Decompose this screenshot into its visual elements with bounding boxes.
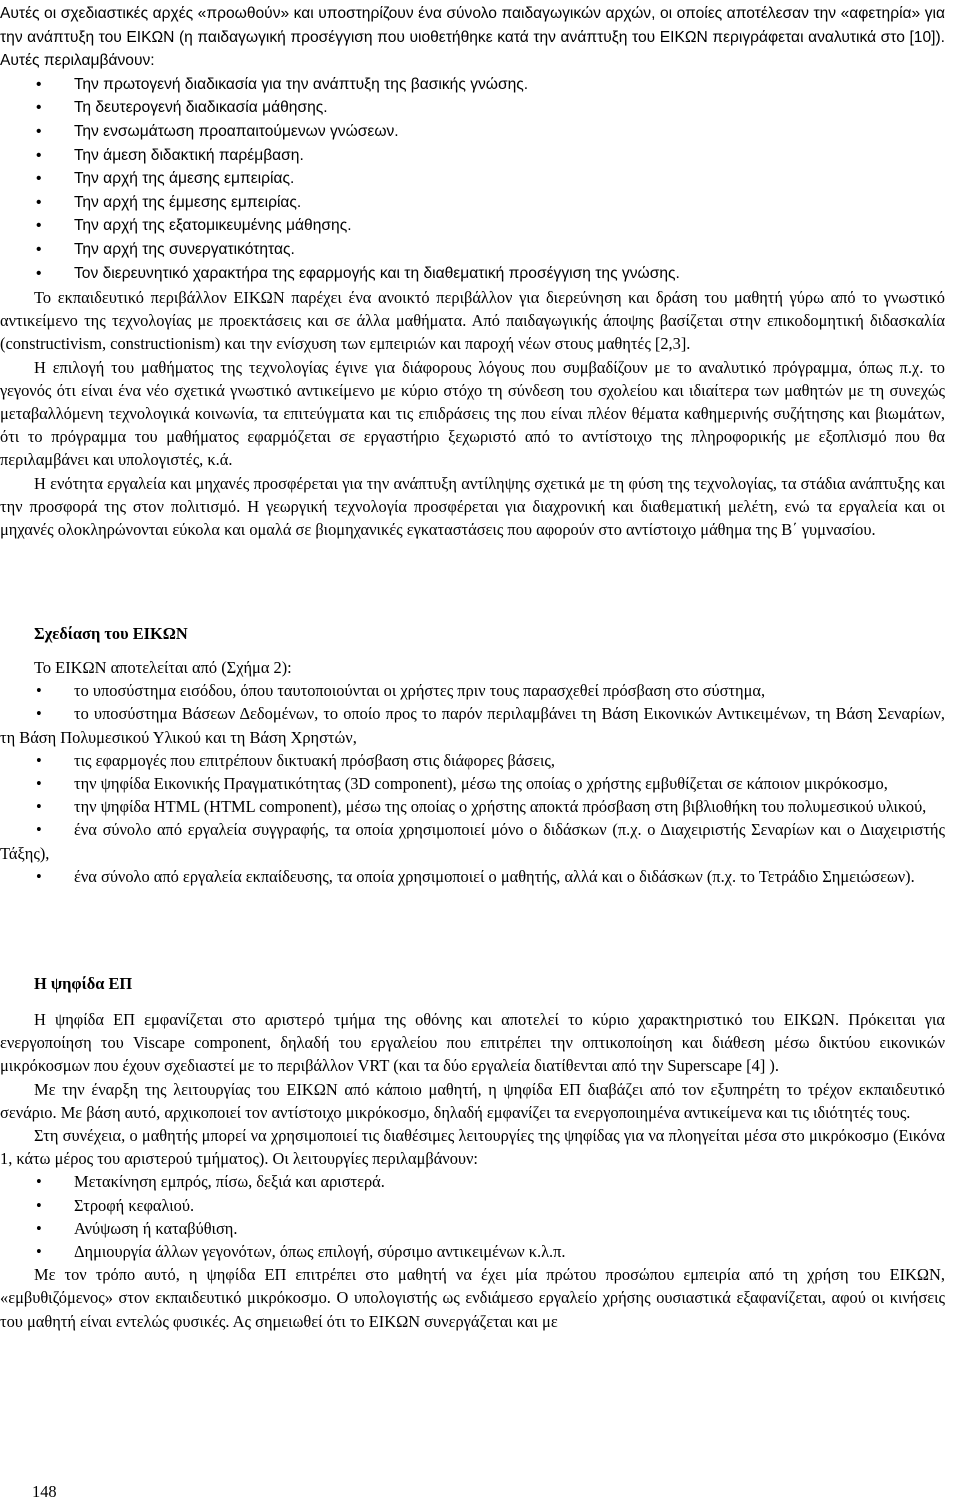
section-heading-design: Σχεδίαση του ΕΙΚΩΝ — [34, 624, 188, 643]
list-item: • ένα σύνολο από εργαλεία εκπαίδευσης, τα οποία χρησιμοποιεί ο μαθητής, αλλά και ο διδάσκων (π.χ. το Τετράδιο Σημειώσεων). — [0, 865, 945, 888]
bullet-icon: • — [36, 1242, 42, 1262]
intro-paragraph: Αυτές οι σχεδιαστικές αρχές «προωθούν» και υποστηρίζουν ένα σύνολο παιδαγωγικών αρχών, οι οποίες αποτέλεσαν την «αφετηρία» για την ανάπτυξη του ΕΙΚΩΝ (η παιδαγωγική προσέγγιση που υιοθετήθηκε κατά την ανάπτυξη του ΕΙΚΩΝ περιγράφεται αναλυτικά στο [10]). Αυτές περιλαμβάνουν: — [0, 5, 945, 70]
list-item: • Την ενσωμάτωση προαπαιτούμενων γνώσεων. — [0, 120, 945, 144]
section-heading-vr-component: Η ψηφίδα ΕΠ — [34, 974, 133, 993]
paragraph-technology-choice: Η επιλογή του μαθήματος της τεχνολογίας έγινε για διάφορους λόγους που συμβαδίζουν με το αναλυτικό πρόγραμμα, όπως π.χ. το γεγονός ότι είναι ένα νέο σχετικά γνωστικό αντικείμενο με κύριο στόχο τη σύνδεση του σχολείου και ιδιαίτερα των μαθητών με τη συνεχώς μεταβαλλόμενη τεχνολογικά κοινωνία, τα επιτεύγματα και τις επιδράσεις της που είναι πλέον θέματα καθημερινής συζήτησης και βιωμάτων, ότι το πρόγραμμα του μαθήματος εφαρμόζεται σε εργαστήριο ξεχωριστό από το αντίστοιχο της πληροφορικής με εξοπλισμό που θα περιλαμβάνει και υπολογιστές, κ.ά. — [0, 357, 945, 470]
list-item: • Την αρχή της έμμεσης εμπειρίας. — [0, 191, 945, 215]
paragraph-tools-unit: Η ενότητα εργαλεία και μηχανές προσφέρεται για την ανάπτυξη αντίληψης σχετικά με τη φύση της τεχνολογίας, τα στάδια ανάπτυξης και την προσφορά της στον πολιτισμό. Η γεωργική τεχνολογία προσφέρεται για διαχρονική και διαθεματική μελέτη, ενώ τα εργαλεία και οι μηχανές ολοκληρώνονται εύκολα και ομαλά σε βιομηχανικές εγκαταστάσεις που αφορούν στο αντίστοιχο μάθημα της Β΄ γυμνασίου. — [0, 473, 945, 540]
functions-list — [0, 1170, 945, 1263]
bullet-icon: • — [36, 797, 42, 817]
list-item: • τις εφαρμογές που επιτρέπουν δικτυακή πρόσβαση στις διάφορες βάσεις, — [0, 749, 945, 772]
bullet-icon: • — [36, 264, 42, 282]
bullet-icon: • — [36, 681, 42, 701]
bullet-icon: • — [36, 193, 42, 211]
bullet-icon: • — [36, 866, 42, 886]
bullet-icon: • — [36, 217, 42, 235]
list-item: • Τη δευτερογενή διαδικασία μάθησης. — [0, 96, 945, 120]
body-section-1 — [0, 286, 945, 541]
bullet-icon: • — [36, 1195, 42, 1215]
vr-section — [0, 1008, 945, 1333]
bullet-icon: • — [36, 820, 42, 840]
list-item: • την ψηφίδα HTML (HTML component), μέσω της οποίας ο χρήστης αποκτά πρόσβαση στη βιβλιοθήκη του πολυμεσικού υλικού, — [0, 795, 945, 818]
list-item: • Στροφή κεφαλιού. — [0, 1194, 945, 1217]
intro-section — [0, 2, 945, 285]
paragraph-vr-experience: Με τον τρόπο αυτό, η ψηφίδα ΕΠ επιτρέπει στο μαθητή να έχει μία πρώτου προσώπου εμπειρία από τη χρήση του ΕΙΚΩΝ, «εμβυθιζόμενος» στον εκπαιδευτικό μικρόκοσμο. Ο υπολογιστής ως ενδιάμεσο εργαλείο χρήσης ουσιαστικά εξαφανίζεται, αφού οι κινήσεις του μαθητή είναι εντελώς φυσικές. Ας σημειωθεί ότι το ΕΙΚΩΝ συνεργάζεται και με — [0, 1265, 945, 1331]
bullet-icon: • — [36, 170, 42, 188]
principles-list — [0, 73, 945, 285]
list-item: • Την αρχή της συνεργατικότητας. — [0, 238, 945, 262]
bullet-icon: • — [36, 146, 42, 164]
list-item: • Δημιουργία άλλων γεγονότων, όπως επιλογή, σύρσιμο αντικειμένων κ.λ.π. — [0, 1240, 945, 1263]
list-item: • Τον διερευνητικό χαρακτήρα της εφαρμογής και τη διαθεματική προσέγγιση της γνώσης. — [0, 262, 945, 286]
paragraph-vr-navigation: Στη συνέχεια, ο μαθητής μπορεί να χρησιμοποιεί τις διαθέσιμες λειτουργίες της ψηφίδας για να πλοηγείται μέσα στο μικρόκοσμο (Εικόνα 1, κάτω μέρος του αριστερού τμήματος). Οι λειτουργίες περιλαμβάνουν: — [0, 1126, 945, 1169]
components-list — [0, 679, 945, 888]
bullet-icon: • — [36, 774, 42, 794]
bullet-icon: • — [36, 75, 42, 93]
bullet-icon: • — [36, 99, 42, 117]
list-item: • Την άμεση διδακτική παρέμβαση. — [0, 144, 945, 168]
list-item: • Την αρχή της άμεσης εμπειρίας. — [0, 167, 945, 191]
bullet-icon: • — [36, 704, 42, 724]
paragraph-vr-intro: Η ψηφίδα ΕΠ εμφανίζεται στο αριστερό τμήμα της οθόνης και αποτελεί το κύριο χαρακτηριστικό του ΕΙΚΩΝ. Πρόκειται για ενεργοποίηση του Viscape component, δηλαδή του εργαλείου που επιτρέπει την οπτικοποίηση και διάθεση μέσω δικτύου εικονικών μικρόκοσμων που έχουν σχεδιαστεί με το περιβάλλον VRT (και τα δύο εργαλεία διατίθενται από την Superscape [4] ). — [0, 1010, 945, 1076]
paragraph-environment: Το εκπαιδευτικό περιβάλλον ΕΙΚΩΝ παρέχει ένα ανοικτό περιβάλλον για διερεύνηση και δράση του μαθητή γύρω από το γνωστικό αντικείμενο της τεχνολογίας με προεκτάσεις και σε άλλα μαθήματα. Από παιδαγωγικής άποψης βασίζεται στην επικοδομητική διδασκαλία (constructivism, constructionism) και την ενίσχυση των εμπειριών και παροχή νέων στους μαθητές [2,3]. — [0, 288, 945, 354]
bullet-icon: • — [36, 1172, 42, 1192]
list-item: • το υποσύστημα Βάσεων Δεδομένων, το οποίο προς το παρόν περιλαμβάνει τη Βάση Εικονικών Αντικειμένων, τη Βάση Σεναρίων, τη Βάση Πολυμεσικού Υλικού και τη Βάση Χρηστών, — [0, 704, 945, 747]
list-item: • το υποσύστημα εισόδου, όπου ταυτοποιούνται οι χρήστες πριν τους παρασχεθεί πρόσβαση στο σύστημα, — [0, 679, 945, 702]
list-item: • ένα σύνολο από εργαλεία συγγραφής, τα οποία χρησιμοποιεί μόνο ο διδάσκων (π.χ. ο Διαχειριστής Σεναρίων και ο Διαχειριστής Τάξης), — [0, 820, 945, 863]
bullet-icon: • — [36, 122, 42, 140]
list-item: • την ψηφίδα Εικονικής Πραγματικότητας (3D component), μέσω της οποίας ο χρήστης εμβυθίζεται σε κάποιον μικρόκοσμο, — [0, 772, 945, 795]
list-item: • Ανύψωση ή καταβύθιση. — [0, 1217, 945, 1240]
bullet-icon: • — [36, 750, 42, 770]
paragraph-vr-start: Με την έναρξη της λειτουργίας του ΕΙΚΩΝ από κάποιο μαθητή, η ψηφίδα ΕΠ διαβάζει από τον εξυπηρέτη το τρέχον εκπαιδευτικό σενάριο. Με βάση αυτό, αρχικοποιεί τον αντίστοιχο μικρόκοσμο, δηλαδή εμφανίζει τα ενεργοποιημένα αντικείμενα και τις ιδιότητές τους. — [0, 1079, 945, 1122]
bullet-icon: • — [36, 240, 42, 258]
list-item: • Μετακίνηση εμπρός, πίσω, δεξιά και αριστερά. — [0, 1170, 945, 1193]
design-section — [0, 656, 945, 888]
bullet-icon: • — [36, 1218, 42, 1238]
list-item: • Την αρχή της εξατομικευμένης μάθησης. — [0, 214, 945, 238]
page-number: 148 — [32, 1482, 57, 1501]
list-item: • Την πρωτογενή διαδικασία για την ανάπτυξη της βασικής γνώσης. — [0, 73, 945, 97]
design-intro: Το ΕΙΚΩΝ αποτελείται από (Σχήμα 2): — [34, 658, 292, 677]
